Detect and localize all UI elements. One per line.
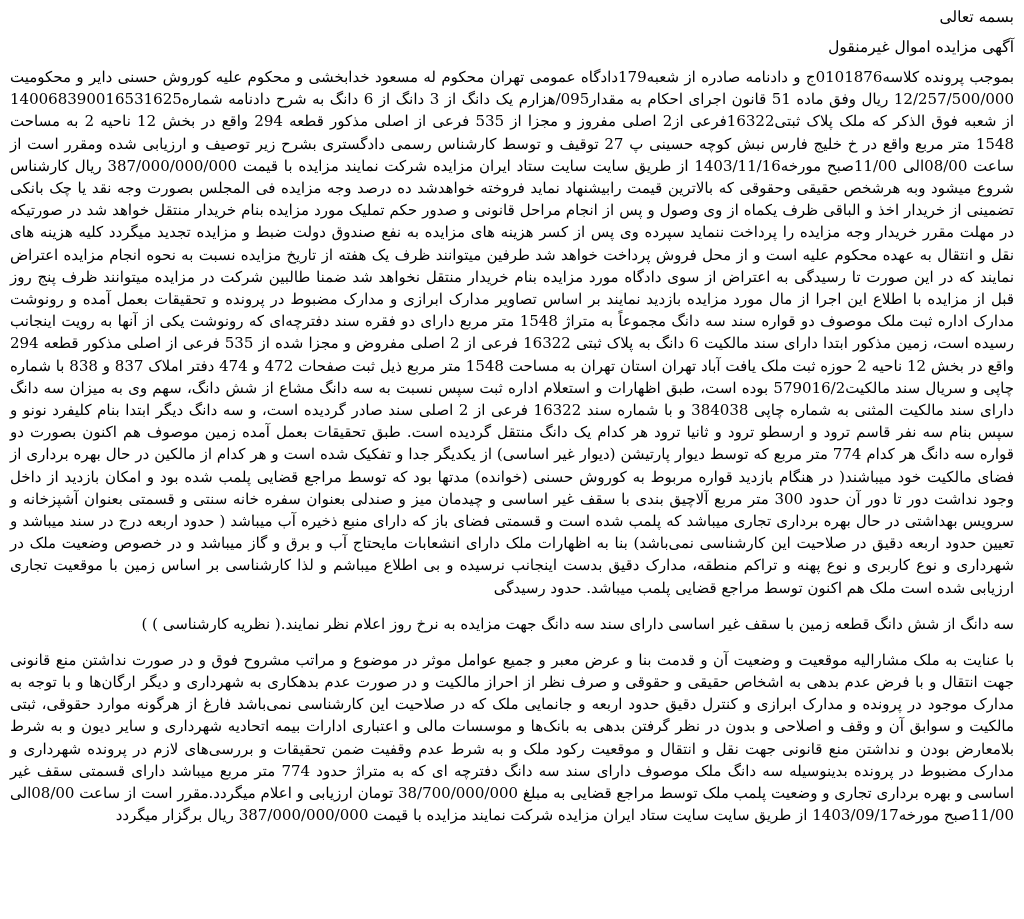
spacer (10, 58, 1014, 66)
spacer (10, 28, 1014, 36)
expert-opinion-line: سه دانگ از شش دانگ قطعه زمین با سقف غیر اساسی دارای سند سه دانگ جهت مزایده به نرخ روز اعلام نظر نمایند.( نظریه کارشناسی ) ) (141, 614, 1014, 633)
second-paragraph: با عنایت به ملک مشارالیه موقعیت و وضعیت آن و قدمت بنا و عرض معبر و جمیع عوامل موثر در موضوع و مراتب مشروح فوق و در صورت نداشتن منع قانونی جهت انتقال و با فرض عدم بدهی به اشخاص حقیقی و حقوقی و صرف نظر از احراز مالکیت و در صورت عدم بدهکاری به شهرداری و دیگر ارگان‌ها و با توجه به مدارک موجود در پرونده و مدارک ابرازی و کنترل دقیق حدود اربعه و جانمایی ملک که در صلاحیت این کارشناسی نمی‌باشد فارغ از هرگونه موارد حقوقی، ثبتی مالکیت و سوابق آن و وقف و اصلاحی و بدون در نظر گرفتن بدهی به بانک‌ها و موسسات مالی و اعتباری ادارات بیمه اتحادیه شهرداری و سایر دیون و به شرط بلامعارض بودن و نداشتن منع قانونی جهت نقل و انتقال و موقعیت رکود ملک و به شرط عدم وقفیت ضمن تحقیقات و بررسی‌های لازم در پرونده شهرداری و مدارک مضبوط در پرونده بدینوسیله سه دانگ ملک موصوف دارای سند سه دانگ دفترچه ای که به متراژ حدود 774 متر مربع میباشد دارای قسمتی سقف غیر اساسی و بهره برداری تجاری و وضعیت پلمب ملک توسط مراجع قضایی به مبلغ 38/700/000/000 تومان ارزیابی و اعلام میگردد.مقرر است از ساعت 08/00الی 11/00صبح مورخه1403/09/17 از طریق سایت سایت ستاد ایران مزایده شرکت نمایند مزایده با قیمت 387/000/000/000 ریال برگزار میگردد (10, 650, 1015, 825)
bismillah-heading: بسمه تعالی (939, 8, 1014, 26)
main-paragraph: بموجب پرونده کلاسه0101876ج و دادنامه صادره از شعبه179دادگاه عمومی تهران محکوم له مسعود خدابخشی و محکوم علیه کوروش حسنی دایر و محکومیت 12/257/500/000 ریال وفق ماده 51 قانون اجرای احکام به مقدار095/هزارم یک دانگ از 3 دانگ از 6 دانگ به شرح دادنامه شماره140068390016531625 از شعبه فوق الذکر که ملک پلاک ثبتی16322فرعی از2 اصلی مفروز و مجزا از 535 فرعی از اصلی مذکور قطعه 294 واقع در بخش 12 ناحیه 2 به مساحت 1548 متر مربع واقع در خ خلیج فارس نبش کوچه حسینی پ 27 توقیف و توسط کارشناس رسمی دادگستری بشرح زیر توصیف و ارزیابی شده ومقرر است از ساعت 08/00الی 11/00صبح مورخه1403/11/16 از طریق سایت سایت ستاد ایران مزایده شرکت نمایند مزایده با قیمت 387/000/000/000 ریال کارشناس شروع میشود وبه هرشخص حقیقی وحقوقی که بالاترین قیمت رابیشنهاد نماید فروخته خواهدشد ده درصد وجه مزایده فی المجلس بصورت وجه نقد یا چک بانکی تضمینی از خریدار اخذ و الباقی ظرف یکماه از وی وصول و پس از انجام مراحل قانونی و صدور حکم تملیک مورد مزایده بنام خریدار منتقل خواهد شد در صورتیکه در مهلت مقرر خریدار وجه مزایده را پرداخت ننماید سپرده وی پس از کسر هزینه های مزایده به نفع صندوق دولت ضبط و مزایده تجدید میگردد کلیه هزینه های نقل و انتقال به عهده محکوم علیه است و از محل فروش پرداخت خواهد شد طرفین میتوانند ظرف یک هفته از تاریخ مزایده نسبت به نحوه انجام مزایده اعتراض نمایند که در این صورت تا رسیدگی به اعتراض از سوی دادگاه مورد مزایده بنام خریدار منتقل نخواهد شد ضمنا طالبین شرکت در مزایده میتوانند ظرف پنج روز قبل از مزایده با اطلاع این اجرا از مال مورد مزایده بازدید نمایند بر اساس تصاویر مدارک ابرازی و مدارک مضبوط در پرونده و تحقیقات بعمل آمده و رونوشت مدارک اداره ثبت ملک موصوف دو قواره سند سه دانگ مجموعاً به متراژ 1548 متر مربع دارای دو فقره سند دفترچه‌ای که رونوشت یکی از آنها به رویت اینجانب رسیده است، زمین مذکور ابتدا دارای سند مالکیت 6 دانگ به پلاک ثبتی 16322 فرعی از 2 اصلی مفروض و مجزا شده از 535 فرعی از اصلی مذکور قطعه 294 واقع در بخش 12 ناحیه 2 حوزه ثبت ملک یافت آباد تهران استان تهران به مساحت 1548 متر مربع ذیل ثبت صفحات 472 و 474 دفتر املاک 837 و 838 با شماره چاپی و سریال سند مالکیت579016/2 بوده است، طبق اظهارات و استعلام اداره ثبت سپس نسبت به سه دانگ مشاع از شش دانگ، سهم وی به میزان سه دانگ دارای سند مالکیت المثنی به شماره چاپی 384038 و با شماره سند 16322 فرعی از 2 اصلی سند صادر گردیده است، و سه دانگ دیگر ابتدا بنام کلیفرد نونو و سپس بنام سه نفر قاسم ترود و ارسطو ترود و ثانیا ترود هر کدام یک دانگ منتقل گردیده است. طبق تحقیقات بعمل آمده زمین موصوف هم اکنون بصورت دو قواره سه دانگ هر کدام 774 متر مربع که توسط دیوار پارتیشن (دیوار غیر اساسی) از یکدیگر جدا و تفکیک شده است و هر کدام از مالکین در حال بهره برداری از فضای مالکیت خود میباشند( در هنگام بازدید قواره مربوط به کوروش حسنی (خوانده) مدتها بود که توسط مراجع قضایی پلمب شده بود و امکان بازدید از داخل وجود نداشت دور تا دور آن حدود 300 متر مربع آلاچیق بندی با سقف غیر اساسی و چیدمان میز و صندلی بعنوان سفره خانه سنتی و قسمتی بعنوان آشپزخانه و سرویس بهداشتی در حال بهره برداری تجاری میباشد که پلمب شده است و قسمتی فضای باز که دارای منبع ذخیره آب میباشد ( حدود اربعه درج در سند میباشد و تعیین حدود اربعه دقیق در صلاحیت این کارشناسی نمی‌باشد) بنا به اظهارات ملک دارای انشعابات مایحتاج آب و برق و گاز میباشد و در خصوص وضعیت ملک در شهرداری و نوع کاربری و نوع پهنه و تراکم منطقه، مدارک دقیق بدست اینجانب نرسیده و بی اطلاع میباشم و لذا کارشناسی بر اساس زمین با موقعیت تجاری ارزیابی شده است ملک هم اکنون توسط مراجع قضایی پلمب میباشد. حدود رسیدگی (10, 68, 1015, 597)
spacer (10, 599, 1014, 613)
notice-title: آگهی مزایده اموال غیرمنقول (828, 38, 1014, 56)
spacer (10, 635, 1014, 649)
